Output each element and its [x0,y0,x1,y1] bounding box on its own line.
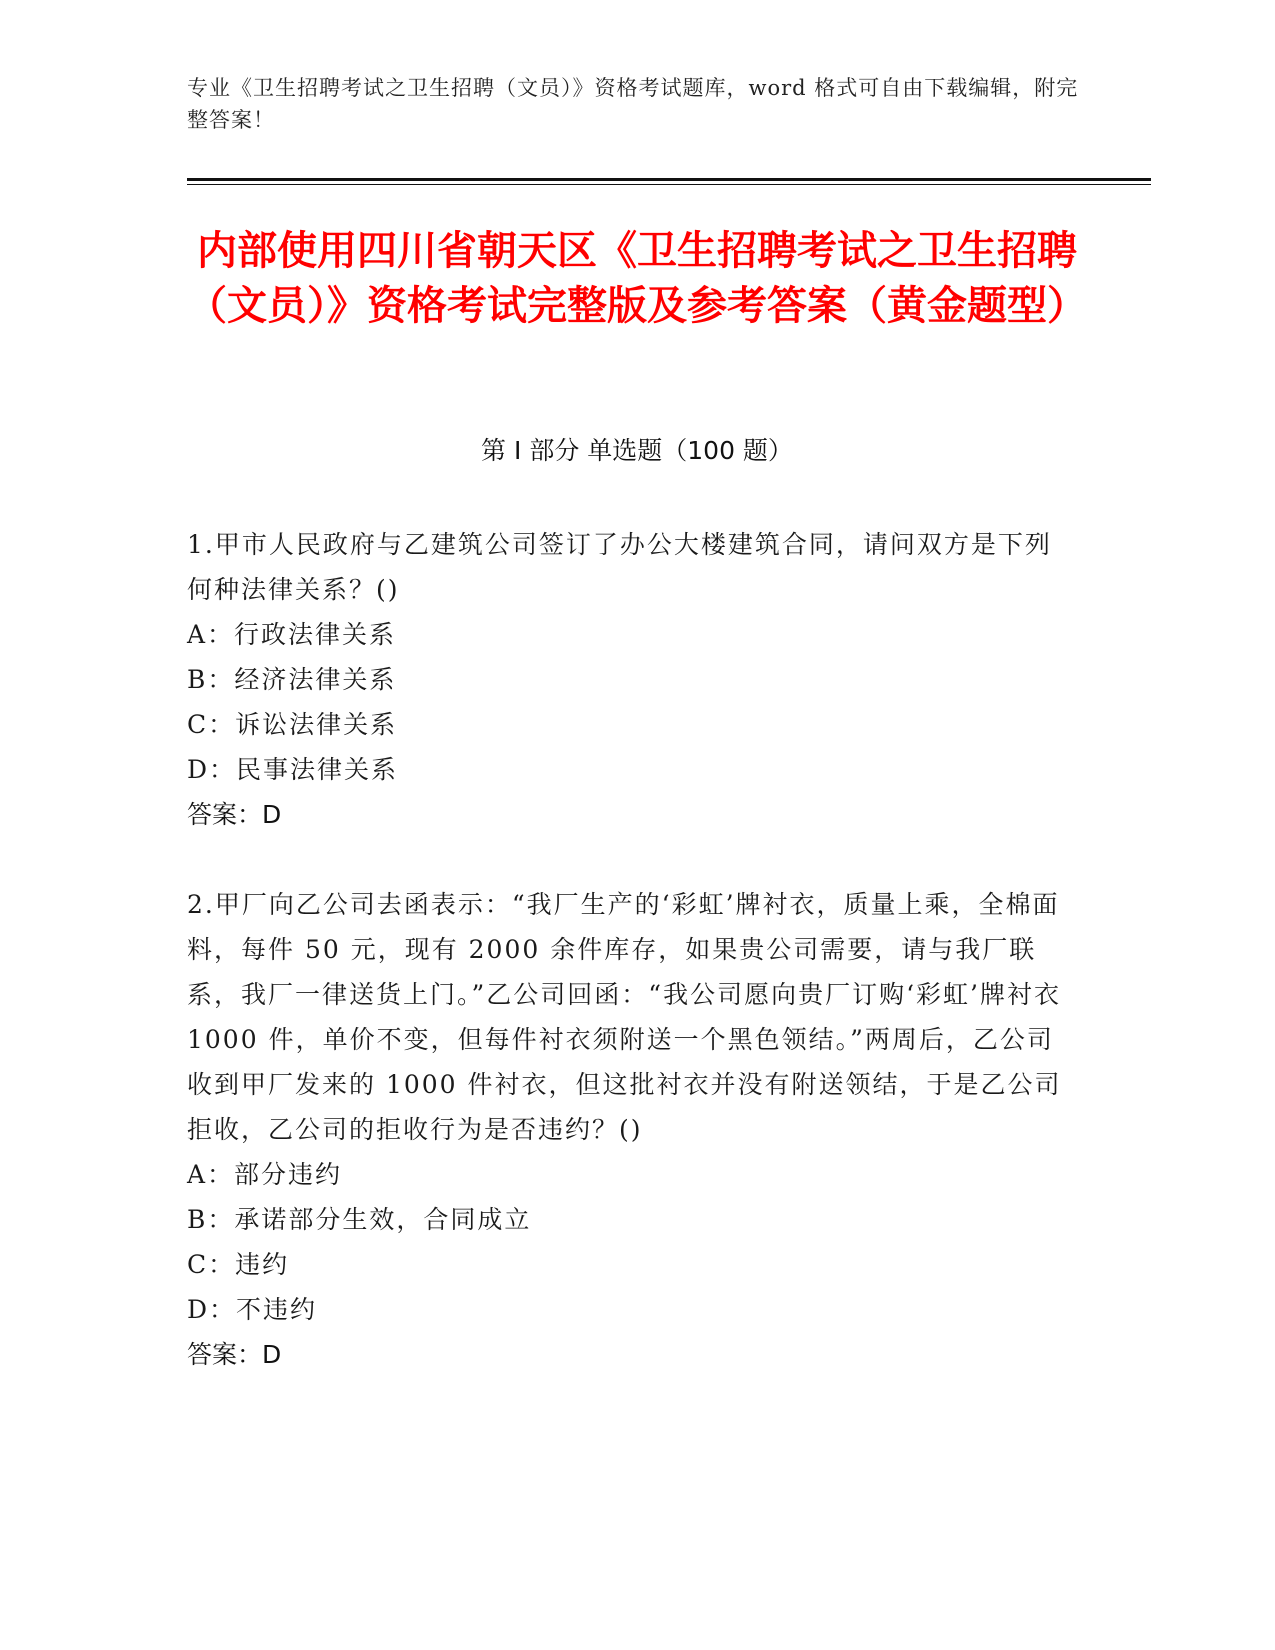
question-2 [187,882,1067,1377]
question-stem: 2.甲厂向乙公司去函表示：“我厂生产的‘彩虹’牌衬衣，质量上乘，全棉面料，每件 50 元，现有 2000 余件库存，如果贵公司需要，请与我厂联系，我厂一律送货上门。”乙公司回函：“我公司愿向贵厂订购‘彩虹’牌衬衣 1000 件，单价不变，但每件衬衣须附送一个黑色领结。”两周后，乙公司收到甲厂发来的 1000 件衬衣，但这批衬衣并没有附送领结，于是乙公司拒收，乙公司的拒收行为是否违约？() [187,890,1062,1144]
option-a: A：行政法律关系 [187,620,397,649]
option-a: A：部分违约 [187,1160,343,1189]
section-heading: 第 I 部分 单选题（100 题） [481,436,793,465]
answer: 答案：D [187,1340,282,1369]
header-rule-thin [187,184,1151,185]
question-stem: 1.甲市人民政府与乙建筑公司签订了办公大楼建筑合同，请问双方是下列何种法律关系？() [187,530,1052,604]
document-title: 内部使用四川省朝天区《卫生招聘考试之卫生招聘（文员）》资格考试完整版及参考答案（黄金题型） [187,228,1087,329]
option-d: D：民事法律关系 [187,755,399,784]
option-b: B：承诺部分生效，合同成立 [187,1205,532,1234]
answer: 答案：D [187,800,282,829]
option-c: C：诉讼法律关系 [187,710,398,739]
option-d: D：不违约 [187,1295,318,1324]
option-b: B：经济法律关系 [187,665,397,694]
question-1 [187,522,1067,837]
header-note: 专业《卫生招聘考试之卫生招聘（文员）》资格考试题库，word 格式可自由下载编辑，附完整答案！ [187,76,1079,132]
header-rule-thick [187,178,1151,181]
option-c: C：违约 [187,1250,290,1279]
